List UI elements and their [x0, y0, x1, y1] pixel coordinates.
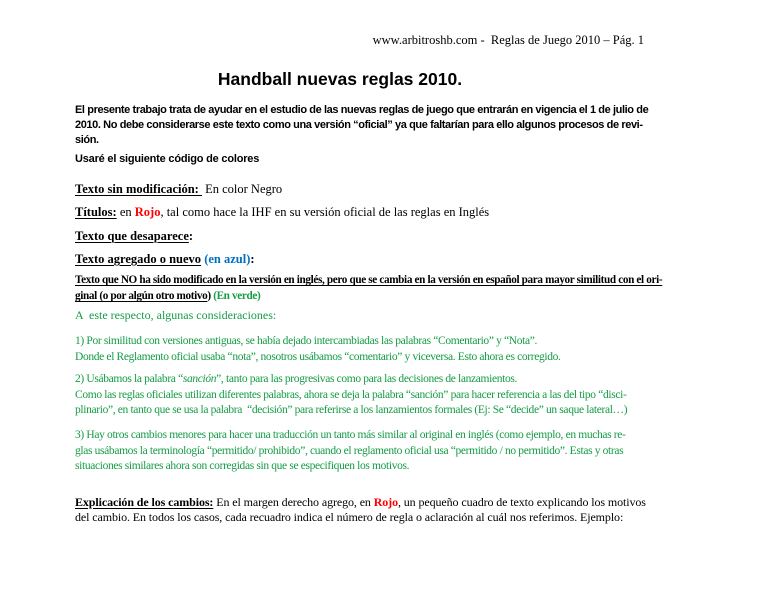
- note-1-line-1: 1) Por similitud con versiones antiguas, se había dejado intercambiadas las palabras “Comentario” y “Nota”.: [75, 335, 538, 347]
- note-2-line-2: Como las reglas oficiales utilizan diferentes palabras, ahora se deja la palabra “sanción” para hacer referencia a las del tipo “disci-: [75, 388, 627, 401]
- note-2-line-3: plinario”, en tanto que se usa la palabra “decisión” para referirse a los lanzamientos formales (Ej: Se “decide” un saque lateral…): [75, 404, 628, 416]
- page-title-text: Handball nuevas reglas 2010.: [217, 69, 463, 89]
- note-1-line-2: Donde el Reglamento oficial usaba “nota”, nosotros usábamos “comentario” y viceversa. Esto ahora es corregido.: [75, 350, 561, 363]
- color-legend: [75, 182, 489, 275]
- legend-added-text: Texto agregado o nuevo (en azul):: [75, 251, 255, 266]
- note-item-1: [75, 334, 561, 365]
- page-title: [0, 69, 680, 90]
- legend-added-label: Texto agregado o nuevo: [75, 251, 202, 266]
- legend-titles-label: Títulos:: [75, 205, 117, 220]
- legend-spanish-line-2: ginal (o por algún otro motivo) (En verde): [75, 290, 261, 302]
- legend-unmodified-label: Texto sin modificación:: [75, 182, 202, 196]
- changes-explanation: [75, 495, 646, 525]
- explanation-label: Explicación de los cambios:: [75, 495, 214, 509]
- legend-spanish-line-1: Texto que NO ha sido modificado en la versión en inglés, pero que se cambia en la versión en español para mayor similitud con el ori-: [75, 274, 663, 286]
- green-color-sample: (En verde): [213, 290, 261, 302]
- legend-removed-text: Texto que desaparece:: [75, 228, 194, 243]
- legend-titles: Títulos: en Rojo, tal como hace la IHF en su versión oficial de las reglas en Inglés: [75, 205, 490, 220]
- note-item-3: [75, 428, 626, 475]
- note-3-line-3: situaciones similares ahora son corregidas sin que se especifiquen los motivos.: [75, 460, 410, 472]
- red-color-sample: Rojo: [134, 205, 161, 220]
- intro-line-2: 2010. No debe considerarse este texto como una versión “oficial” ya que faltarían para ello algunos procesos de revi-: [75, 119, 643, 131]
- legend-removed-label: Texto que desaparece: [75, 228, 189, 243]
- intro-paragraph: [75, 103, 648, 148]
- legend-spanish-changes: [75, 272, 662, 304]
- note-3-line-1: 3) Hay otros cambios menores para hacer una traducción un tanto más similar al original en inglés (como ejemplo, en muchas re-: [75, 429, 626, 441]
- note-3-line-2: glas usábamos la terminología “permitido/ prohibido”, cuando el reglamento oficial usa “permitido / no permitido”. Estas y otras: [75, 444, 624, 457]
- page-header-text: www.arbitroshb.com - Reglas de Juego 2010 – Pág. 1: [372, 33, 644, 47]
- explanation-line-1: Explicación de los cambios: En el margen derecho agrego, en Rojo, un pequeño cuadro de texto explicando los motivos: [75, 495, 646, 509]
- red-color-sample: Rojo: [373, 495, 398, 509]
- color-code-heading: Usaré el siguiente código de colores: [75, 153, 260, 165]
- notes-heading: A este respecto, algunas consideraciones:: [75, 308, 277, 322]
- note-item-2: [75, 372, 627, 419]
- blue-color-sample: (en azul): [204, 251, 251, 266]
- intro-line-1: El presente trabajo trata de ayudar en el estudio de las nuevas reglas de juego que entrarán en vigencia el 1 de julio de: [75, 104, 649, 116]
- italic-term-sancion: sanción: [182, 373, 217, 385]
- intro-line-3: sión.: [75, 134, 99, 146]
- legend-unmodified-text: Texto sin modificación: En color Negro: [75, 182, 283, 196]
- page-header: [0, 33, 644, 48]
- note-2-line-1: 2) Usábamos la palabra “sanción”, tanto para las progresivas como para las decisiones de lanzamientos.: [75, 373, 518, 385]
- explanation-line-2: del cambio. En todos los casos, cada recuadro indica el número de regla o aclaración al cuál nos referimos. Ejemplo:: [75, 510, 624, 524]
